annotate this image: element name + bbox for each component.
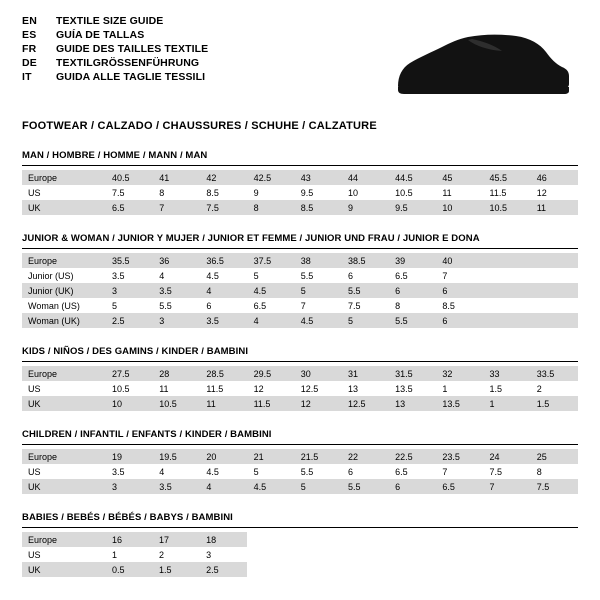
- size-cell: 6: [200, 298, 247, 313]
- size-cell: 4: [153, 464, 200, 479]
- row-label: Europe: [22, 170, 106, 185]
- size-cell: 8.5: [436, 298, 483, 313]
- size-cell: 1: [106, 547, 153, 562]
- size-cell: 36: [153, 253, 200, 268]
- size-cell: 13: [389, 396, 436, 411]
- size-cell-empty: [531, 253, 578, 268]
- size-cell: 20: [200, 449, 247, 464]
- row-label: US: [22, 547, 106, 562]
- size-table: [22, 366, 578, 411]
- table-row: [22, 366, 578, 381]
- divider: [22, 444, 578, 445]
- size-cell: 12.5: [295, 381, 342, 396]
- size-cell: 7.5: [106, 185, 153, 200]
- size-cell: 5: [248, 464, 295, 479]
- size-cell: 45.5: [484, 170, 531, 185]
- size-cell: 43: [295, 170, 342, 185]
- table-row: [22, 268, 578, 283]
- size-cell: 1: [484, 396, 531, 411]
- size-cell: 10: [342, 185, 389, 200]
- language-title-list-body: [22, 16, 208, 86]
- size-cell: 40: [436, 253, 483, 268]
- size-cell: 10.5: [484, 200, 531, 215]
- size-cell: 7: [484, 479, 531, 494]
- size-cell: 42: [200, 170, 247, 185]
- row-label: Junior (UK): [22, 283, 106, 298]
- table-row: [22, 547, 247, 562]
- size-cell: 1: [436, 381, 483, 396]
- size-cell: 5: [106, 298, 153, 313]
- block-title: CHILDREN / INFANTIL / ENFANTS / KINDER / BAMBINI: [22, 429, 272, 440]
- size-cell: 6: [436, 313, 483, 328]
- size-cell: 1.5: [153, 562, 200, 577]
- size-cell: 6.5: [389, 268, 436, 283]
- language-code: FR: [22, 43, 37, 55]
- size-cell: 5.5: [295, 268, 342, 283]
- size-cell: 10.5: [389, 185, 436, 200]
- row-label: Junior (US): [22, 268, 106, 283]
- size-cell: 35.5: [106, 253, 153, 268]
- row-label: UK: [22, 200, 106, 215]
- size-cell: 6: [342, 464, 389, 479]
- size-cell: 2.5: [106, 313, 153, 328]
- language-code: ES: [22, 29, 37, 41]
- size-cell: 46: [531, 170, 578, 185]
- size-table: [22, 170, 578, 215]
- table-row: [22, 562, 247, 577]
- size-cell: 4.5: [200, 464, 247, 479]
- row-label: UK: [22, 562, 106, 577]
- size-cell: 33: [484, 366, 531, 381]
- block-title: MAN / HOMBRE / HOMME / MANN / MAN: [22, 150, 208, 161]
- size-cell: 44.5: [389, 170, 436, 185]
- size-cell: 28.5: [200, 366, 247, 381]
- size-cell: 11.5: [200, 381, 247, 396]
- size-cell: 5.5: [153, 298, 200, 313]
- size-cell: 8: [531, 464, 578, 479]
- size-cell: 19.5: [153, 449, 200, 464]
- language-title: GUIDE DES TAILLES TEXTILE: [56, 43, 209, 55]
- table-row: [22, 479, 578, 494]
- size-cell: 8.5: [200, 185, 247, 200]
- size-cell: 36.5: [200, 253, 247, 268]
- size-cell: 4.5: [248, 479, 295, 494]
- language-code: DE: [22, 57, 37, 69]
- size-cell: 7.5: [342, 298, 389, 313]
- size-cell: 1.5: [484, 381, 531, 396]
- size-cell: 12: [531, 185, 578, 200]
- size-cell: 4.5: [295, 313, 342, 328]
- size-cell: 4.5: [200, 268, 247, 283]
- size-cell: 6.5: [389, 464, 436, 479]
- size-cell: 3: [106, 479, 153, 494]
- size-cell: 17: [153, 532, 200, 547]
- size-cell: 22: [342, 449, 389, 464]
- row-label: US: [22, 464, 106, 479]
- size-cell: 4: [200, 479, 247, 494]
- size-cell: 10: [106, 396, 153, 411]
- size-cell: 22.5: [389, 449, 436, 464]
- size-cell: 7.5: [200, 200, 247, 215]
- size-cell: 4: [153, 268, 200, 283]
- language-title: GUÍA DE TALLAS: [56, 29, 145, 41]
- size-cell: 33.5: [531, 366, 578, 381]
- size-cell: 5.5: [295, 464, 342, 479]
- size-block-kids: [22, 346, 578, 411]
- table-row: [22, 185, 578, 200]
- size-cell: 6: [389, 283, 436, 298]
- size-cell: 12: [248, 381, 295, 396]
- size-table: [22, 253, 578, 328]
- row-label: UK: [22, 479, 106, 494]
- table-row: [22, 313, 578, 328]
- language-row: [22, 58, 208, 72]
- size-cell: 38: [295, 253, 342, 268]
- size-cell: 45: [436, 170, 483, 185]
- table-row: [22, 532, 247, 547]
- size-table-body: [22, 253, 578, 328]
- language-row: [22, 72, 208, 86]
- size-cell: 9.5: [389, 200, 436, 215]
- size-cell: 38.5: [342, 253, 389, 268]
- size-cell: 6.5: [106, 200, 153, 215]
- size-cell: 6: [436, 283, 483, 298]
- block-title: KIDS / NIÑOS / DES GAMINS / KINDER / BAMBINI: [22, 346, 249, 357]
- table-row: [22, 170, 578, 185]
- size-cell: 11.5: [484, 185, 531, 200]
- size-cell-empty: [484, 268, 531, 283]
- row-label: Europe: [22, 366, 106, 381]
- size-cell: 3.5: [106, 268, 153, 283]
- size-cell: 10.5: [106, 381, 153, 396]
- size-cell-empty: [484, 253, 531, 268]
- row-label: Woman (UK): [22, 313, 106, 328]
- page-header: [22, 16, 578, 106]
- size-cell: 5.5: [342, 283, 389, 298]
- row-label: Europe: [22, 532, 106, 547]
- size-cell: 2: [531, 381, 578, 396]
- size-cell: 7: [436, 268, 483, 283]
- size-cell: 18: [200, 532, 247, 547]
- size-cell: 2: [153, 547, 200, 562]
- row-label: US: [22, 381, 106, 396]
- table-row: [22, 449, 578, 464]
- language-title: TEXTILE SIZE GUIDE: [56, 15, 164, 27]
- size-cell: 8.5: [295, 200, 342, 215]
- size-cell: 7.5: [531, 479, 578, 494]
- size-cell: 24: [484, 449, 531, 464]
- size-cell: 27.5: [106, 366, 153, 381]
- size-cell: 4.5: [248, 283, 295, 298]
- size-cell: 19: [106, 449, 153, 464]
- size-cell: 16: [106, 532, 153, 547]
- size-table-body: [22, 532, 247, 577]
- size-cell: 8: [248, 200, 295, 215]
- language-code: EN: [22, 15, 37, 27]
- table-row: [22, 200, 578, 215]
- size-cell: 0.5: [106, 562, 153, 577]
- size-cell: 7.5: [484, 464, 531, 479]
- size-cell: 6.5: [436, 479, 483, 494]
- table-row: [22, 381, 578, 396]
- size-cell: 5: [342, 313, 389, 328]
- size-cell: 9: [248, 185, 295, 200]
- size-cell: 11: [153, 381, 200, 396]
- size-cell: 6.5: [248, 298, 295, 313]
- size-cell: 5.5: [342, 479, 389, 494]
- size-cell: 41: [153, 170, 200, 185]
- block-title: JUNIOR & WOMAN / JUNIOR Y MUJER / JUNIOR ET FEMME / JUNIOR UND FRAU / JUNIOR E DONA: [22, 233, 480, 244]
- row-label: Europe: [22, 253, 106, 268]
- divider: [22, 527, 578, 528]
- size-cell: 3.5: [153, 479, 200, 494]
- size-cell: 21.5: [295, 449, 342, 464]
- size-cell: 13.5: [436, 396, 483, 411]
- size-cell-empty: [484, 313, 531, 328]
- language-title-list: [22, 16, 208, 86]
- size-cell: 37.5: [248, 253, 295, 268]
- size-block-children: [22, 429, 578, 494]
- size-cell: 29.5: [248, 366, 295, 381]
- size-cell: 3: [200, 547, 247, 562]
- size-cell: 8: [153, 185, 200, 200]
- table-row: [22, 464, 578, 479]
- size-cell: 5: [295, 479, 342, 494]
- size-cell: 7: [153, 200, 200, 215]
- size-cell: 31: [342, 366, 389, 381]
- size-cell: 8: [389, 298, 436, 313]
- language-row: [22, 16, 208, 30]
- size-table-body: [22, 170, 578, 215]
- size-cell: 10.5: [153, 396, 200, 411]
- size-cell: 32: [436, 366, 483, 381]
- size-table: [22, 449, 578, 494]
- size-cell: 5: [295, 283, 342, 298]
- language-title: TEXTILGRÖSSENFÜHRUNG: [56, 57, 200, 69]
- page-title: FOOTWEAR / CALZADO / CHAUSSURES / SCHUHE / CALZATURE: [22, 120, 377, 132]
- size-cell: 11: [436, 185, 483, 200]
- block-title: BABIES / BEBÉS / BÉBÉS / BABYS / BAMBINI: [22, 512, 233, 523]
- size-cell: 10: [436, 200, 483, 215]
- size-block-babies: [22, 512, 578, 577]
- size-cell: 2.5: [200, 562, 247, 577]
- table-row: [22, 298, 578, 313]
- size-cell: 44: [342, 170, 389, 185]
- size-cell: 13.5: [389, 381, 436, 396]
- size-cell: 12: [295, 396, 342, 411]
- size-cell: 9.5: [295, 185, 342, 200]
- size-cell: 13: [342, 381, 389, 396]
- size-cell: 11: [200, 396, 247, 411]
- size-cell-empty: [531, 283, 578, 298]
- language-code: IT: [22, 71, 32, 83]
- table-row: [22, 253, 578, 268]
- size-cell: 3.5: [200, 313, 247, 328]
- size-cell-empty: [531, 313, 578, 328]
- size-table-body: [22, 366, 578, 411]
- divider: [22, 248, 578, 249]
- size-cell: 5.5: [389, 313, 436, 328]
- size-cell-empty: [484, 298, 531, 313]
- size-cell: 40.5: [106, 170, 153, 185]
- size-cell: 25: [531, 449, 578, 464]
- row-label: US: [22, 185, 106, 200]
- size-cell: 39: [389, 253, 436, 268]
- size-cell: 1.5: [531, 396, 578, 411]
- row-label: Europe: [22, 449, 106, 464]
- size-cell: 42.5: [248, 170, 295, 185]
- size-cell: 3.5: [106, 464, 153, 479]
- size-cell-empty: [531, 268, 578, 283]
- divider: [22, 361, 578, 362]
- size-table: [22, 532, 247, 577]
- size-cell: 4: [248, 313, 295, 328]
- size-table-body: [22, 449, 578, 494]
- row-label: Woman (US): [22, 298, 106, 313]
- size-block-man: [22, 150, 578, 215]
- size-cell: 21: [248, 449, 295, 464]
- size-cell: 6: [342, 268, 389, 283]
- size-cell: 3.5: [153, 283, 200, 298]
- size-block-junior-woman: [22, 233, 578, 328]
- row-label: UK: [22, 396, 106, 411]
- size-cell-empty: [531, 298, 578, 313]
- size-cell-empty: [484, 283, 531, 298]
- size-cell: 11: [531, 200, 578, 215]
- language-title: GUIDA ALLE TAGLIE TESSILI: [56, 71, 206, 83]
- size-cell: 12.5: [342, 396, 389, 411]
- size-cell: 4: [200, 283, 247, 298]
- size-cell: 3: [153, 313, 200, 328]
- size-cell: 11.5: [248, 396, 295, 411]
- size-cell: 7: [295, 298, 342, 313]
- divider: [22, 165, 578, 166]
- size-cell: 30: [295, 366, 342, 381]
- size-cell: 6: [389, 479, 436, 494]
- size-cell: 23.5: [436, 449, 483, 464]
- size-cell: 3: [106, 283, 153, 298]
- size-cell: 31.5: [389, 366, 436, 381]
- language-row: [22, 44, 208, 58]
- dress-shoe-icon: [380, 30, 570, 102]
- table-row: [22, 283, 578, 298]
- language-row: [22, 30, 208, 44]
- size-cell: 28: [153, 366, 200, 381]
- size-cell: 7: [436, 464, 483, 479]
- table-row: [22, 396, 578, 411]
- size-cell: 9: [342, 200, 389, 215]
- size-cell: 5: [248, 268, 295, 283]
